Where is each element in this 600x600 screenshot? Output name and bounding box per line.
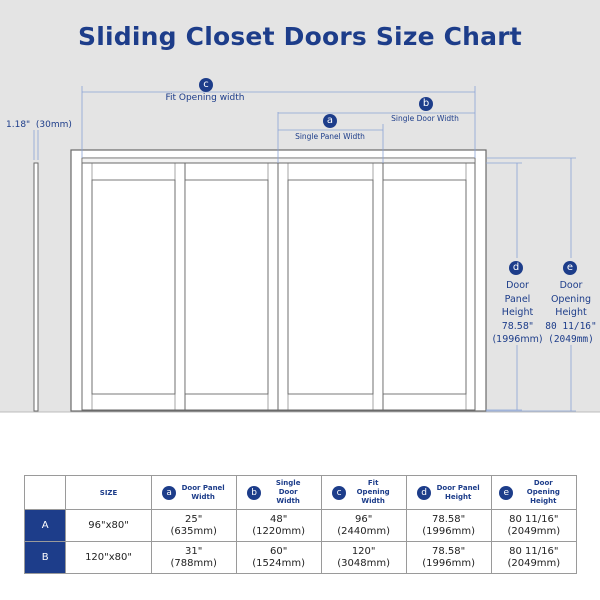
header-a [151,476,236,510]
cell-a: 31" (788mm) [151,542,236,574]
door-opening-height-line1: Door [559,280,583,291]
cell-e: 80 11/16" (2049mm) [491,510,576,542]
cell-b: 48" (1220mm) [236,510,321,542]
header-c [321,476,406,510]
cell-size: 120"x80" [66,542,151,574]
trim-piece [34,163,38,411]
header-b-text: Single Door Width [275,479,301,505]
cell-d: 78.58" (1996mm) [406,542,491,574]
table-corner-cell [25,476,66,510]
trim-width-label [6,120,72,130]
door-opening-height-mm: (2049mm) [548,334,594,345]
cell-d: 78.58" (1996mm) [406,510,491,542]
door-panel-height-line3: Height [501,307,534,318]
badge-c-icon: c [199,78,213,92]
badge-b-icon: b [419,97,433,111]
door-panel-height-value: 78.58" [501,320,534,332]
header-c-text: Fit Opening Width [356,479,390,505]
header-d [406,476,491,510]
table-row [25,542,577,574]
cell-size: 96"x80" [66,510,151,542]
badge-d-icon: d [509,261,523,275]
trim-width-mm: (30mm) [35,120,72,130]
door-panel-4 [383,163,475,410]
door-panel-height-line2: Panel [504,293,531,305]
header-badge-a-icon: a [162,486,176,500]
single-panel-label: Single Panel Width [295,132,365,141]
door-panel-height-mm: (1996mm) [492,334,543,345]
cell-c: 120" (3048mm) [321,542,406,574]
badge-a-icon: a [323,114,337,128]
door-panel-1 [82,163,185,410]
row-label: B [25,542,66,574]
door-opening-height-line3: Height [555,307,587,318]
header-badge-d-icon: d [417,486,431,500]
door-panel-2 [185,163,278,410]
table-header-row [25,476,577,510]
header-a-text: Door Panel Width [181,483,225,501]
header-e-text: Door Opening Height [526,479,560,505]
door-panel-height-line1: Door [506,280,529,291]
header-size-text: SIZE [99,488,118,497]
header-d-text: Door Panel Height [436,483,480,501]
top-track [82,158,475,163]
door-panel-height-label [490,279,545,347]
size-table [24,475,577,574]
door-opening-height-line2: Opening [550,293,592,305]
row-label: A [25,510,66,542]
single-door-label: Single Door Width [391,114,459,123]
cell-b: 60" (1524mm) [236,542,321,574]
fit-opening-label: Fit Opening width [165,93,245,103]
header-size [66,476,151,510]
door-opening-height-value: 80 11/16" [545,320,597,332]
cell-e: 80 11/16" (2049mm) [491,542,576,574]
cell-a: 25" (635mm) [151,510,236,542]
header-b [236,476,321,510]
header-badge-e-icon: e [499,486,513,500]
header-e [491,476,576,510]
badge-e-icon: e [563,261,577,275]
trim-width-inches: 1.18" [6,120,31,130]
door-panel-3 [278,163,383,410]
page-title: Sliding Closet Doors Size Chart [78,22,522,51]
header-badge-b-icon: b [247,486,261,500]
table-row [25,510,577,542]
header-badge-c-icon: c [332,486,346,500]
cell-c: 96" (2440mm) [321,510,406,542]
door-opening-height-label [543,279,599,347]
